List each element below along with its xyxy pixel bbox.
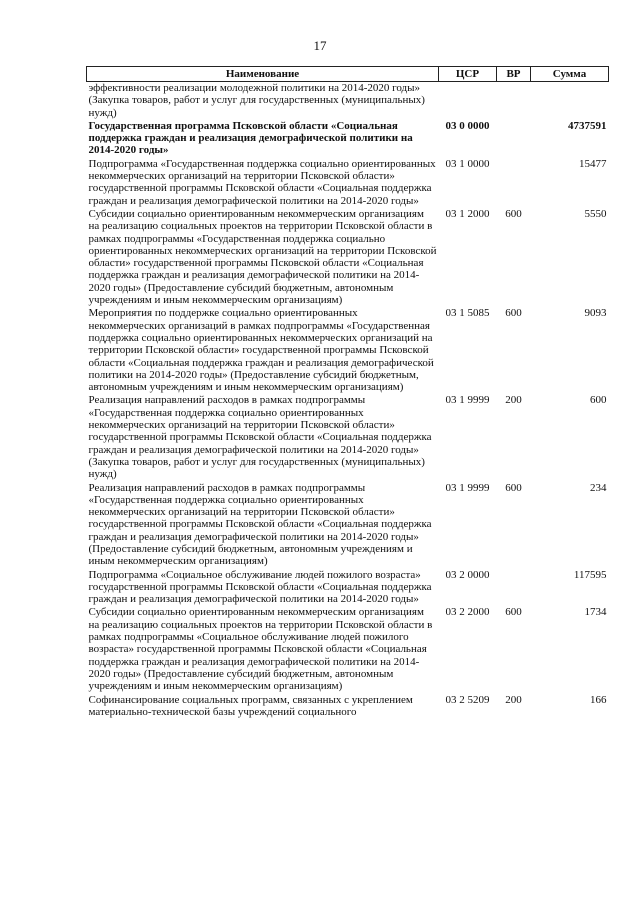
row-name-cell: Мероприятия по поддержке социально ориентированных некоммерческих организаций в рамках подпрограммы «Государственная поддержка социально ориентированных некоммерческих организаций на территории Псковской области» государственной программы Псковской области «Социальная поддержка граждан и реализация демографической политики на 2014-2020 годы» (Предоставление субсидий бюджетным, автономным учреждениям и иным некоммерческим организациям) — [88, 307, 434, 394]
table-row — [87, 606, 609, 693]
row-name-cell: Подпрограмма «Социальное обслуживание людей пожилого возраста» государственной программы Псковской области «Социальная поддержка граждан и реализация демографической политики на 2014-2020 годы» — [88, 568, 432, 606]
row-vr-cell — [497, 82, 531, 120]
table-row — [87, 694, 609, 720]
row-vr-cell: 600 — [505, 606, 522, 619]
row-vr-cell — [497, 120, 531, 158]
row-vr-cell: 200 — [505, 394, 522, 407]
row-csr-cell: 03 1 5085 — [445, 307, 490, 320]
budget-table — [86, 66, 609, 719]
row-sum-cell: 117595 — [573, 568, 607, 581]
header-name: Наименование — [87, 67, 439, 82]
row-sum-cell: 15477 — [579, 157, 607, 170]
row-name-cell: Софинансирование социальных программ, связанных с укреплением материально-технической базы учреждений социального — [88, 693, 413, 718]
row-sum-cell — [531, 82, 609, 120]
row-vr-cell: 600 — [505, 481, 522, 494]
table-row — [87, 394, 609, 481]
table-row — [87, 569, 609, 607]
table-row — [87, 208, 609, 307]
row-csr-cell: 03 1 9999 — [445, 481, 490, 494]
row-csr-cell: 03 2 0000 — [445, 568, 490, 581]
header-csr: ЦСР — [439, 67, 497, 82]
row-csr-cell — [439, 82, 497, 120]
table-row — [87, 158, 609, 208]
row-name-cell: Реализация направлений расходов в рамках подпрограммы «Государственная поддержка социально ориентированных некоммерческих организаций на территории Псковской области» государственной программы Псковской области «Социальная поддержка граждан и реализация демографической политики на 2014-2020 годы» (Предоставление субсидий бюджетным, автономным учреждениям и иным некоммерческим организациям) — [88, 481, 432, 568]
row-vr-cell: 600 — [505, 307, 522, 320]
table-header-row — [87, 67, 609, 82]
row-csr-cell: 03 0 0000 — [445, 119, 490, 132]
row-sum-cell: 600 — [590, 394, 607, 407]
table-body — [87, 82, 609, 720]
header-vr: ВР — [497, 67, 531, 82]
row-name-cell: Реализация направлений расходов в рамках подпрограммы «Государственная поддержка социально ориентированных некоммерческих организаций на территории Псковской области» государственной программы Псковской области «Социальная поддержка граждан и реализация демографической политики на 2014-2020 годы» (Закупка товаров, работ и услуг для государственных (муниципальных) нужд) — [88, 394, 432, 481]
row-sum-cell: 5550 — [584, 207, 607, 220]
table-row — [87, 120, 609, 158]
row-name-cell: эффективности реализации молодежной политики на 2014-2020 годы» (Закупка товаров, работ и услуг для государственных (муниципальных) нужд) — [88, 82, 425, 119]
page-number: 17 — [313, 38, 327, 53]
row-vr-cell — [497, 158, 531, 208]
row-name-cell: Подпрограмма «Государственная поддержка социально ориентированных некоммерческих организаций на территории Псковской области» государственной программы Псковской области «Социальная поддержка граждан и реализация демографической политики на 2014-2020 годы» — [88, 157, 436, 207]
row-csr-cell: 03 2 2000 — [445, 606, 490, 619]
row-sum-cell: 9093 — [584, 307, 607, 320]
row-name-cell: Государственная программа Псковской области «Социальная поддержка граждан и реализация демографической политики на 2014-2020 годы» — [88, 119, 413, 157]
table-row — [87, 82, 609, 120]
row-vr-cell — [497, 569, 531, 607]
budget-table-container — [86, 66, 608, 719]
row-sum-cell: 234 — [590, 481, 607, 494]
row-csr-cell: 03 1 2000 — [445, 207, 490, 220]
row-sum-cell: 1734 — [584, 606, 607, 619]
row-name-cell: Субсидии социально ориентированным некоммерческим организациям на реализацию социальных проектов на территории Псковской области в рамках подпрограммы «Социальное обслуживание людей пожилого возраста» государственной программы Псковской области «Социальная поддержка граждан и реализация демографической политики на 2014-2020 годы» (Предоставление субсидий бюджетным, автономным учреждениям и иным некоммерческим организациям) — [88, 606, 433, 693]
row-sum-cell: 4737591 — [568, 119, 607, 132]
table-row — [87, 482, 609, 569]
header-sum: Сумма — [531, 67, 609, 82]
row-vr-cell: 600 — [505, 207, 522, 220]
row-csr-cell: 03 1 0000 — [445, 157, 490, 170]
row-vr-cell: 200 — [505, 693, 522, 706]
row-csr-cell: 03 1 9999 — [445, 394, 490, 407]
row-sum-cell: 166 — [590, 693, 607, 706]
table-row — [87, 307, 609, 394]
row-name-cell: Субсидии социально ориентированным некоммерческим организациям на реализацию социальных проектов на территории Псковской области в рамках подпрограммы «Государственная поддержка социально ориентированных некоммерческих организаций на территории Псковской области» государственной программы Псковской области «Социальная поддержка граждан и реализация демографической политики на 2014-2020 годы» (Предоставление субсидий бюджетным, автономным учреждениям и иным некоммерческим организациям) — [88, 207, 437, 307]
row-csr-cell: 03 2 5209 — [445, 693, 490, 706]
